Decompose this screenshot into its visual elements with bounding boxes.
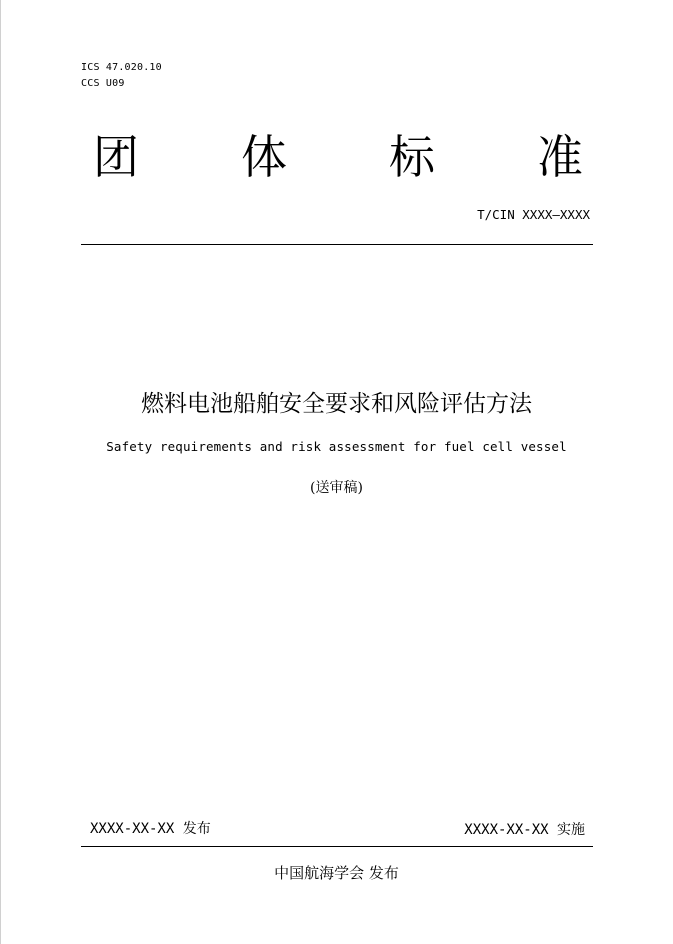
standard-code: T/CIN XXXX—XXXX <box>477 207 590 222</box>
heading-char: 标 <box>389 130 435 184</box>
draft-status: (送审稿) <box>310 480 363 496</box>
ics-code: ICS 47.020.10 <box>81 62 162 73</box>
heading-char: 团 <box>93 130 139 184</box>
issue-date: XXXX-XX-XX 发布 <box>90 821 211 837</box>
heading-char: 准 <box>537 130 583 184</box>
document-title-en: Safety requirements and risk assessment for fuel cell vessel <box>106 439 567 454</box>
publisher: 中国航海学会 发布 <box>274 864 399 882</box>
page-edge <box>0 0 1 944</box>
ccs-code: CCS U09 <box>81 78 125 89</box>
group-standard-heading <box>90 126 586 188</box>
document-title-cn: 燃料电池船舶安全要求和风险评估方法 <box>141 391 532 417</box>
classification-codes <box>81 60 162 92</box>
heading-char: 体 <box>241 130 287 184</box>
implementation-date: XXXX-XX-XX 实施 <box>464 822 585 838</box>
header-divider <box>81 244 593 245</box>
footer-divider <box>81 846 593 847</box>
